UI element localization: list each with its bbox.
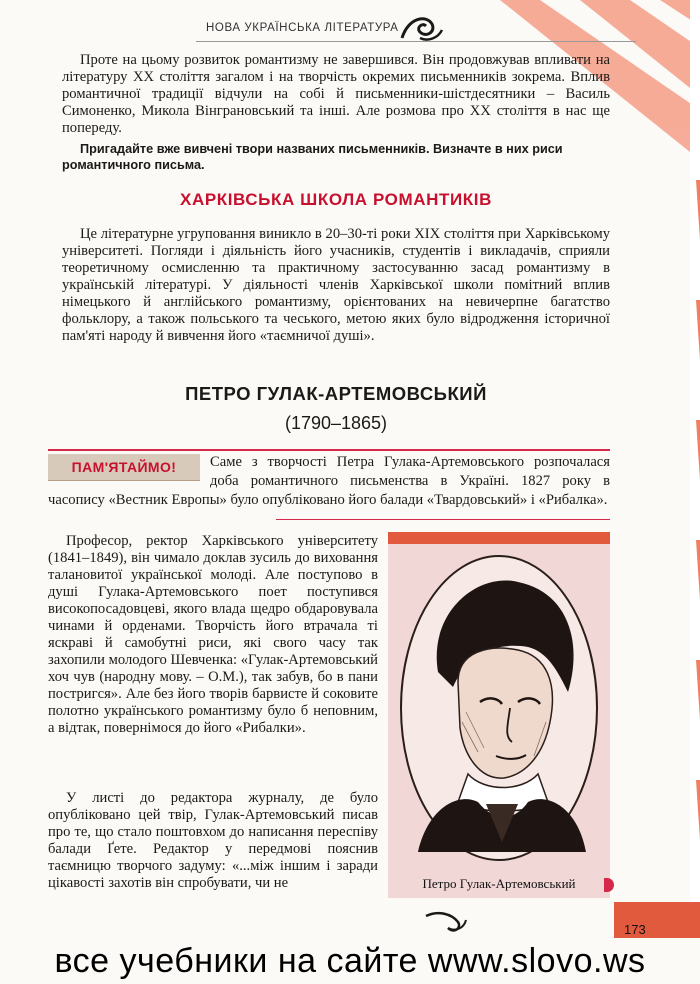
- footer-ornament-icon: [422, 908, 470, 936]
- author-dates: (1790–1865): [284, 413, 388, 433]
- remember-bottom-rule: [276, 519, 610, 520]
- portrait-accent-bar: [388, 532, 610, 544]
- author-name: ПЕТРО ГУЛАК-АРТЕМОВСЬКИЙ: [185, 383, 487, 404]
- section-title: ХАРКІВСЬКА ШКОЛА РОМАНТИКІВ: [180, 190, 492, 209]
- site-banner: все учебники на сайте www.slovo.ws: [0, 938, 700, 984]
- remember-badge: ПАМ'ЯТАЙМО!: [48, 454, 200, 481]
- portrait-caption: Петро Гулак-Артемовський: [422, 876, 576, 891]
- portrait-engraving-icon: [398, 552, 600, 864]
- remember-text: Саме з творчості Петра Гулака-Артемовського розпочалася доба романтичного письменства в Україні. 1827 року в часопису «Вестник Европы» було опубліковано його балади «Твардовський» і «Рибалка».: [48, 454, 610, 508]
- body-paragraph-2: У листі до редактора журналу, де було опубліковано цей твір, Гулак-Артемовський писав про те, що стало поштовхом до написання переспіву балади Ґете. Редактор у передмові пояснив таємницю творчого задуму: «...між іншим і заради цікавості захотів він спробувати, чи не: [48, 790, 378, 891]
- body-paragraph-1: Професор, ректор Харківського університету (1841–1849), він чимало доклав зусиль до виховання талановитої української молоді. Але поступово в душі Гулака-Артемовського поет поступився високопосадовцеві, якого влада щедро обдаровувала чинами й орденами. Творчість його втрачала ті яскраві й самобутні риси, які свого часу так захопили молодого Шевченка: «Гулак-Артемовський хоч чув (народну мову. – О.М.), так забув, бо в пани постригся». Але без його творів барвисте й соковите полотно українського романтизму було б неповним, а відтак, повернімося до його «Рибалки».: [48, 533, 378, 736]
- page-number: 173: [624, 922, 646, 937]
- remember-top-rule: [48, 449, 610, 451]
- running-title: НОВА УКРАЇНСЬКА ЛІТЕРАТУРА: [206, 22, 399, 34]
- ornament-icon: [398, 8, 446, 48]
- section-paragraph: Це літературне угруповання виникло в 20–30-ті роки ХІХ століття при Харківському університеті. Погляди і діяльність його учасників, студентів і викладачів, сприяли теоретичному осмисленню та практичному застосуванню засад романтизму в українській літературі. У діяльності членів Харківської школи помітний вплив німецького й англійського романтизму, орієнтованих на невичерпне багатство фольклору, а також польського та чеського, метою яких було відродження історичної пам'яті народу й вивчення його «таємничої душі».: [62, 226, 610, 344]
- task-text: Пригадайте вже вивчені твори названих письменників. Визначте в них риси романтичного письма.: [62, 142, 563, 172]
- intro-paragraph: Проте на цьому розвиток романтизму не завершився. Він продовжував впливати на літературу ХХ століття загалом і на творчість окремих письменників зокрема. Вплив романтичної традиції відчули на собі й письменники-шістдесятники – Василь Симоненко, Микола Вінграновський та інші. Але розмова про ХХ століття в нас ще попереду.: [62, 52, 610, 136]
